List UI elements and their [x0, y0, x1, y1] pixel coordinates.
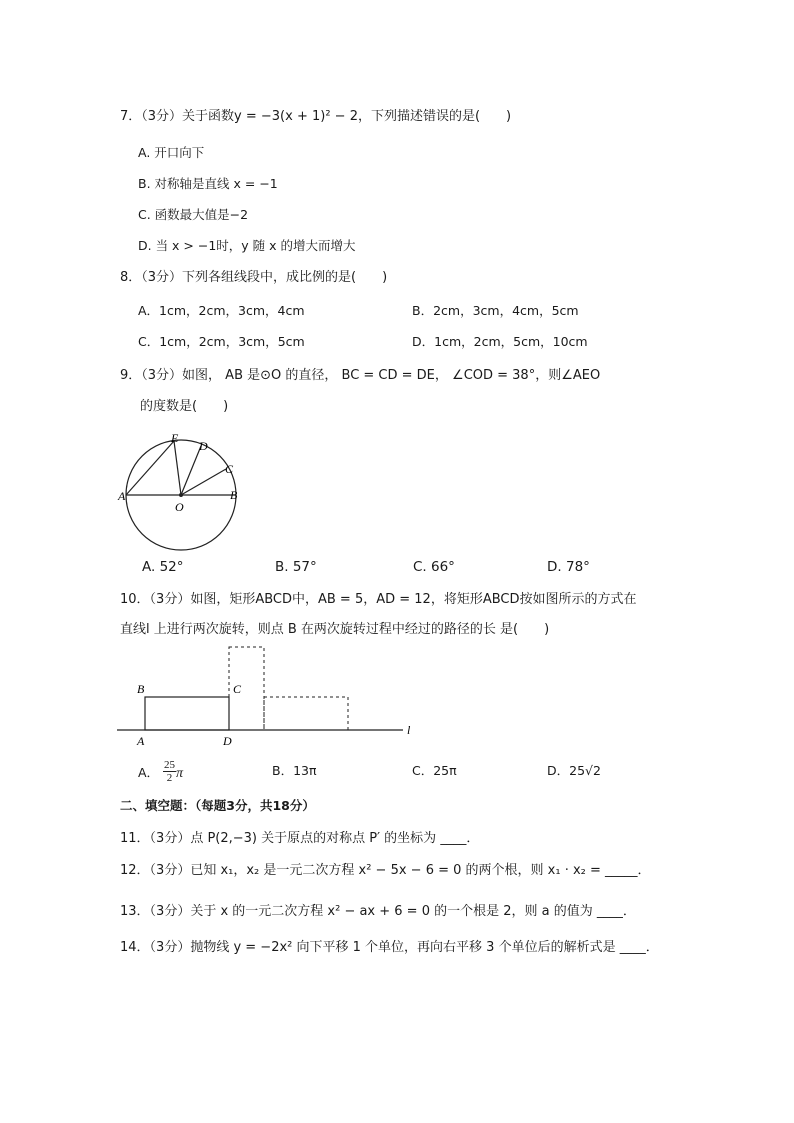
q9-circle-figure [115, 428, 250, 553]
q8-option-a: A．1cm，2cm，3cm，4cm [138, 303, 305, 318]
q13: 13．（3分）关于 x 的一元二次方程 x² − ax + 6 = 0 的一个根是 2，则 a 的值为 ____． [120, 904, 636, 919]
label-o: O [175, 500, 184, 514]
center-point [179, 493, 183, 497]
pi-symbol: π [176, 766, 184, 781]
q8-option-d: D．1cm，2cm，5cm，10cm [412, 334, 588, 349]
q10-stem-line2: 直线l 上进行两次旋转，则点 B 在两次旋转过程中经过的路径的长 是( ) [120, 622, 550, 637]
q7-option-c: C. 函数最大值是−2 [138, 207, 249, 222]
q10-option-a-label: A． [138, 765, 160, 780]
q9-option-d: D. 78° [547, 559, 590, 575]
q8-stem: 8．（3分）下列各组线段中，成比例的是( ) [120, 270, 388, 285]
q9-stem-line1: 9．（3分）如图， AB 是⊙O 的直径， BC = CD = DE， ∠COD = 38°，则∠AEO [120, 368, 601, 383]
q10-option-c: C．25π [412, 763, 457, 778]
label-b: B [137, 682, 145, 696]
q9-stem-line2: 的度数是( ) [140, 399, 229, 414]
q12: 12．（3分）已知 x₁，x₂ 是一元二次方程 x² − 5x − 6 = 0 的两个根，则 x₁ · x₂ = _____． [120, 863, 651, 878]
label-d: D [223, 734, 232, 748]
q7-option-b: B. 对称轴是直线 x = −1 [138, 176, 278, 191]
q11: 11．（3分）点 P(2,−3) 关于原点的对称点 P′ 的坐标为 ____． [120, 831, 480, 846]
q8-option-b: B．2cm，3cm，4cm，5cm [412, 303, 579, 318]
section-fill-in-blank-title: 二、填空题：（每题3分，共18分） [120, 798, 315, 813]
denominator: 2 [166, 772, 173, 784]
q10-rectangle-figure [115, 640, 425, 752]
q7-stem: 7．（3分）关于函数y = −3(x + 1)² − 2，下列描述错误的是( ) [120, 109, 512, 124]
label-c: C [233, 682, 242, 696]
segment-od [181, 446, 201, 495]
label-b: B [230, 488, 238, 502]
fraction [163, 759, 176, 784]
q14: 14．（3分）抛物线 y = −2x² 向下平移 1 个单位，再向右平移 3 个单位后的解析式是 ____． [120, 940, 659, 955]
numerator: 25 [164, 759, 176, 771]
segment-oe [174, 441, 181, 495]
label-e: E [171, 431, 179, 445]
q10-option-b: B．13π [272, 763, 317, 778]
q10-option-d: D．25√2 [547, 763, 601, 778]
segment-oc [181, 469, 226, 495]
label-a: A [118, 489, 126, 503]
q7-option-d: D. 当 x > −1时，y 随 x 的增大而增大 [138, 238, 356, 253]
label-d: D [199, 439, 208, 453]
label-l: l [407, 723, 411, 737]
q10-option-a [138, 761, 183, 786]
label-c: C [225, 462, 234, 476]
label-a: A [137, 734, 145, 748]
q8-option-c: C．1cm，2cm，3cm，5cm [138, 334, 305, 349]
q9-option-a: A. 52° [142, 559, 184, 575]
q9-option-b: B. 57° [275, 559, 317, 575]
q7-option-a: A. 开口向下 [138, 145, 205, 160]
rectangle-abcd [145, 697, 229, 730]
rotated-rectangle-2 [264, 697, 348, 730]
q9-option-c: C. 66° [413, 559, 455, 575]
q10-stem-line1: 10．（3分）如图，矩形ABCD中，AB = 5，AD = 12，将矩形ABCD按如图所示的方式在 [120, 592, 637, 607]
